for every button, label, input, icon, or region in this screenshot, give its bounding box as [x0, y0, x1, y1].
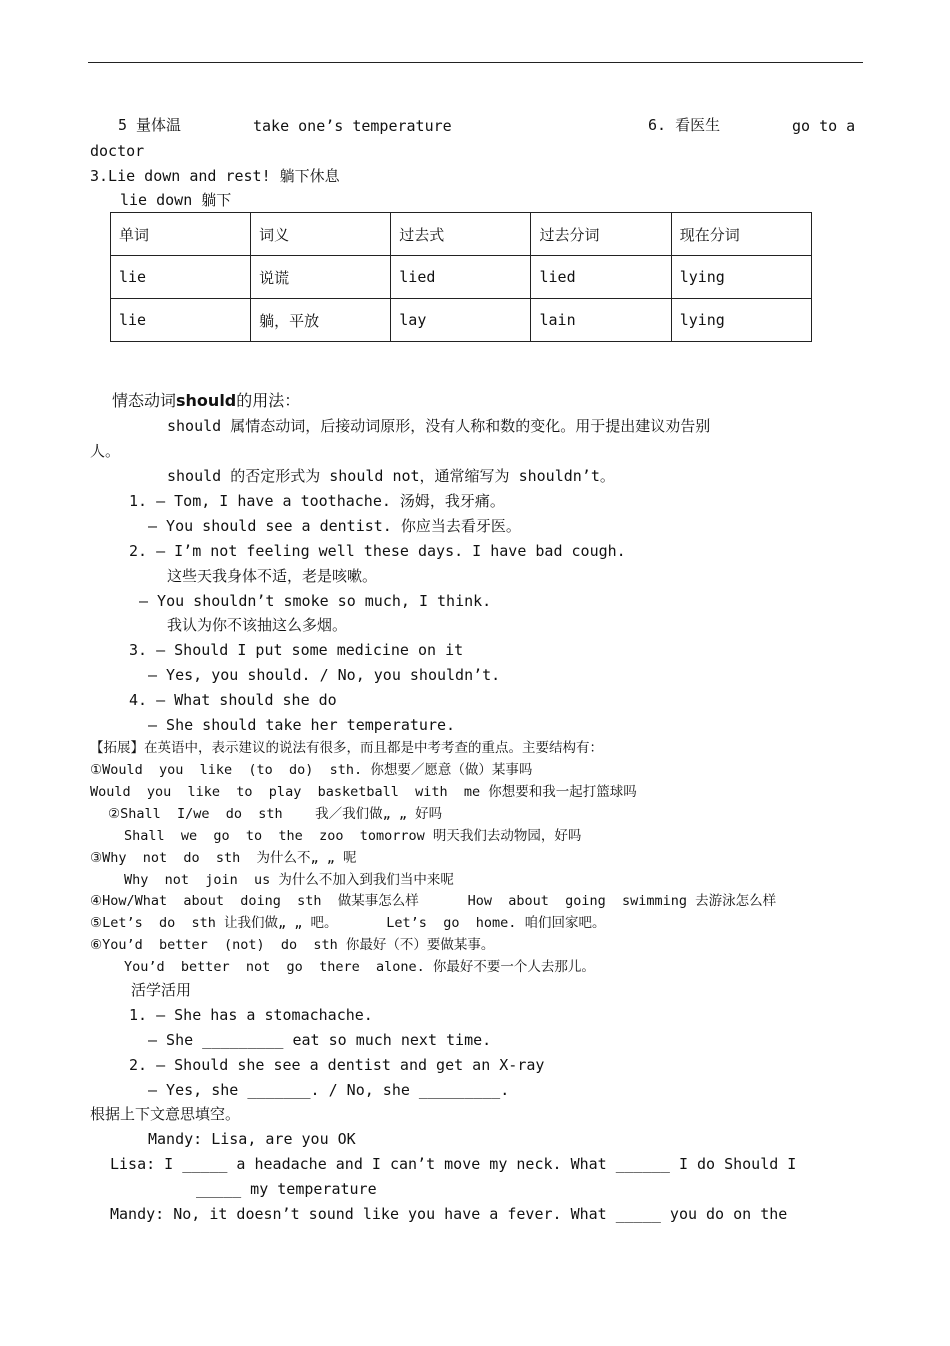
example-1b: — You should see a dentist. 你应当去看牙医。: [148, 517, 521, 535]
section-3-title: 3.Lie down and rest! 躺下休息: [90, 167, 340, 185]
example-2a: 2. — I’m not feeling well these days. I have bad cough.: [129, 542, 626, 560]
table-cell: lie: [111, 256, 251, 299]
expand-line-5: ③Why not do sth 为什么不„ „ 呢: [90, 850, 357, 866]
dialog-line-3: _____ my temperature: [196, 1180, 377, 1198]
example-1a: 1. — Tom, I have a toothache. 汤姆，我牙痛。: [129, 492, 505, 510]
example-2c: — You shouldn’t smoke so much, I think.: [139, 592, 492, 610]
expand-line-7: ④How/What about doing sth 做某事怎么样 How about going swimming 去游泳怎么样: [90, 893, 777, 909]
example-2b: 这些天我身体不适，老是咳嗽。: [167, 567, 378, 585]
practice-q1b: — She _________ eat so much next time.: [148, 1031, 492, 1049]
should-paragraph-2: should 的否定形式为 should not，通常缩写为 shouldn’t。: [167, 467, 615, 485]
dialog-title: 根据上下文意思填空。: [90, 1105, 241, 1123]
table-cell: lying: [671, 256, 811, 299]
expand-line-9: ⑥You’d better (not) do sth 你最好（不）要做某事。: [90, 937, 495, 953]
table-cell: lie: [111, 299, 251, 342]
item-6-cn: 6. 看医生: [648, 116, 721, 134]
verb-table: [110, 212, 812, 342]
item-6-en: go to a: [792, 117, 856, 135]
item-6-cont: doctor: [90, 142, 145, 160]
table-header-cell: 过去式: [391, 213, 531, 256]
practice-title: 活学活用: [131, 981, 192, 999]
expand-title: 【拓展】在英语中，表示建议的说法有很多，而且都是中考考查的重点。主要结构有：: [90, 740, 603, 756]
table-cell: 说谎: [251, 256, 391, 299]
table-cell: 躺，平放: [251, 299, 391, 342]
table-header-row: [111, 213, 812, 256]
example-3b: — Yes, you should. / No, you shouldn’t.: [148, 666, 501, 684]
dialog-line-2: Lisa: I _____ a headache and I can’t move my neck. What ______ I do Should I: [110, 1155, 797, 1173]
should-heading-pre: 情态动词: [112, 391, 177, 410]
should-heading-word: should: [176, 391, 237, 410]
expand-line-8: ⑤Let’s do sth 让我们做„ „ 吧。 Let’s go home. 咱们回家吧。: [90, 915, 606, 931]
should-paragraph-1b: 人。: [90, 442, 121, 460]
dialog-line-4: Mandy: No, it doesn’t sound like you have a fever. What _____ you do on the: [110, 1205, 788, 1223]
table-cell: lay: [391, 299, 531, 342]
example-2d: 我认为你不该抽这么多烟。: [167, 616, 348, 634]
should-heading: [112, 391, 300, 411]
table-row: [111, 256, 812, 299]
should-heading-post: 的用法：: [236, 391, 301, 410]
table-cell: lain: [531, 299, 671, 342]
practice-q2a: 2. — Should she see a dentist and get an X-ray: [129, 1056, 545, 1074]
example-4b: — She should take her temperature.: [148, 716, 456, 734]
table-header-cell: 现在分词: [671, 213, 811, 256]
table-row: [111, 299, 812, 342]
practice-q2b: — Yes, she _______. / No, she _________.: [148, 1081, 510, 1099]
expand-line-10: You’d better not go there alone. 你最好不要一个人去那儿。: [124, 959, 595, 975]
table-header-cell: 词义: [251, 213, 391, 256]
practice-q1a: 1. — She has a stomachache.: [129, 1006, 373, 1024]
item-5-cn: 5 量体温: [118, 116, 182, 134]
header-rule: [88, 62, 863, 63]
example-3a: 3. — Should I put some medicine on it: [129, 641, 464, 659]
expand-line-6: Why not join us 为什么不加入到我们当中来呢: [124, 872, 454, 888]
expand-line-4: Shall we go to the zoo tomorrow 明天我们去动物园，好吗: [124, 828, 582, 844]
expand-line-3: ②Shall I/we do sth 我／我们做„ „ 好吗: [108, 806, 443, 822]
table-header-cell: 单词: [111, 213, 251, 256]
example-4a: 4. — What should she do: [129, 691, 337, 709]
section-3-sub: lie down 躺下: [120, 191, 232, 209]
table-cell: lying: [671, 299, 811, 342]
expand-line-1: ①Would you like (to do) sth. 你想要／愿意（做）某事吗: [90, 762, 533, 778]
table-header-cell: 过去分词: [531, 213, 671, 256]
should-paragraph-1a: should 属情态动词，后接动词原形，没有人称和数的变化。用于提出建议劝告别: [167, 417, 711, 435]
table-cell: lied: [391, 256, 531, 299]
expand-line-2: Would you like to play basketball with me 你想要和我一起打篮球吗: [90, 784, 637, 800]
dialog-line-1: Mandy: Lisa, are you OK: [148, 1130, 356, 1148]
table-cell: lied: [531, 256, 671, 299]
item-5-en: take one’s temperature: [253, 117, 452, 135]
